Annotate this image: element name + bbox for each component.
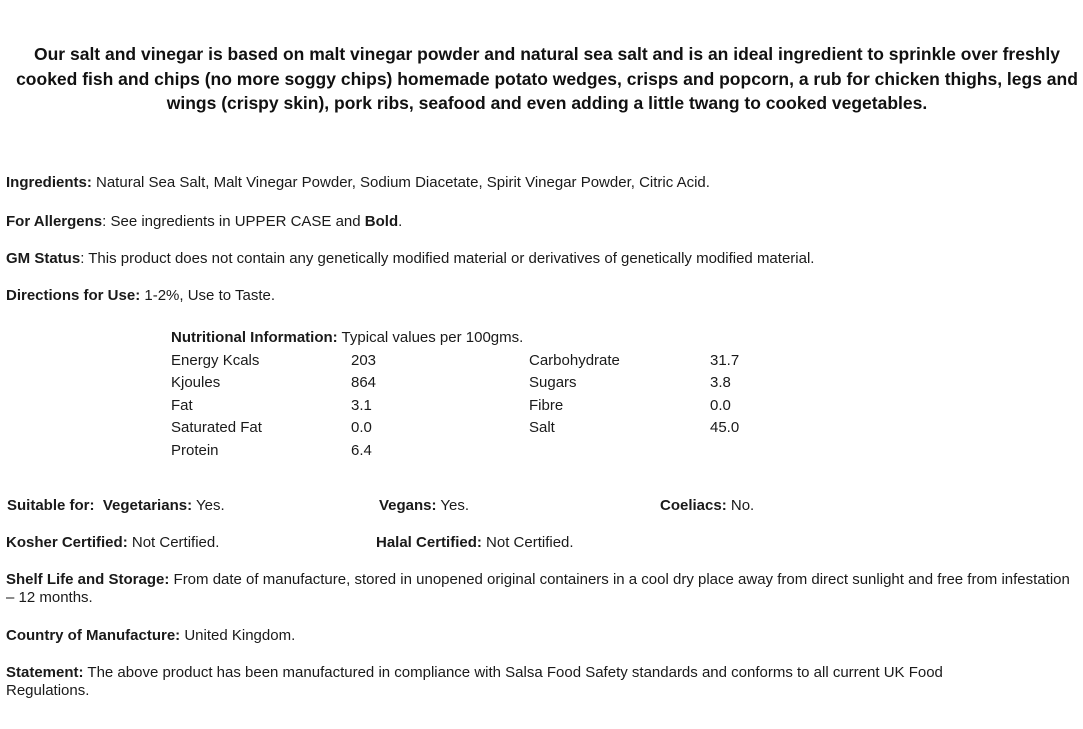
directions-label: Directions for Use:	[6, 287, 141, 304]
nutrient-value: 3.1	[351, 396, 372, 414]
statement-line	[6, 664, 1016, 700]
coeliacs-line	[660, 497, 754, 515]
nutrition-row	[171, 372, 731, 395]
nutrient-name: Carbohydrate	[529, 351, 620, 369]
vegetarians-value: Yes.	[192, 497, 225, 514]
vegans-label: Vegans:	[379, 497, 437, 514]
nutrition-row	[171, 440, 523, 463]
vegans-line	[379, 497, 469, 515]
country-line	[6, 627, 295, 645]
directions-value: 1-2%, Use to Taste.	[140, 287, 275, 304]
kosher-label: Kosher Certified:	[6, 534, 128, 551]
shelf-life-line	[6, 571, 1074, 607]
nutrient-value: 3.8	[710, 374, 731, 391]
nutrient-value: 0.0	[351, 419, 372, 436]
shelf-life-value: From date of manufacture, stored in unopened original containers in a cool dry place away from direct sunlight and free from infestation – 12 months.	[6, 571, 1070, 606]
country-label: Country of Manufacture:	[6, 627, 181, 644]
halal-line	[376, 534, 574, 552]
nutrition-label: Nutritional Information:	[171, 329, 338, 346]
nutrition-row	[171, 395, 731, 418]
nutrient-value: 31.7	[710, 351, 740, 369]
nutrition-header	[171, 327, 523, 350]
kosher-value: Not Certified.	[127, 534, 220, 551]
shelf-life-label: Shelf Life and Storage:	[6, 571, 170, 588]
product-description: Our salt and vinegar is based on malt vinegar powder and natural sea salt and is an ideal ingredient to sprinkle over freshly cooked fish and chips (no more soggy chips) homemade potato wedges, crisps and popcorn, a rub for chicken thighs, legs and wings (crispy skin), pork ribs, seafood and even adding a little twang to cooked vegetables.	[16, 44, 1078, 113]
suitable-for-line	[7, 497, 225, 515]
ingredients-label: Ingredients:	[6, 174, 92, 191]
nutrient-name: Fat	[171, 396, 193, 414]
kosher-line	[6, 534, 219, 552]
nutrient-value: 0.0	[710, 396, 731, 414]
allergens-label: For Allergens	[6, 213, 103, 230]
coeliacs-value: No.	[726, 497, 755, 514]
nutrient-value: 45.0	[710, 419, 740, 436]
ingredients-value: Natural Sea Salt, Malt Vinegar Powder, Sodium Diacetate, Spirit Vinegar Powder, Citric Acid.	[91, 174, 710, 191]
nutrient-value: 864	[351, 374, 377, 391]
gm-status-label: GM Status	[6, 250, 81, 267]
vegetarians-label: Vegetarians:	[102, 497, 193, 514]
nutrition-note: Typical values per 100gms.	[337, 329, 524, 346]
allergens-value: : See ingredients in UPPER CASE and	[102, 213, 365, 230]
halal-label: Halal Certified:	[376, 534, 482, 551]
allergens-end: .	[398, 213, 403, 230]
nutrient-name: Saturated Fat	[171, 419, 262, 436]
allergens-bold-word: Bold	[364, 213, 399, 230]
coeliacs-label: Coeliacs:	[660, 497, 727, 514]
nutrient-name: Sugars	[529, 374, 577, 391]
allergens-line	[6, 213, 402, 231]
nutrient-name: Protein	[171, 441, 219, 459]
halal-value: Not Certified.	[481, 534, 574, 551]
suitable-for-label: Suitable for:	[7, 497, 95, 514]
country-value: United Kingdom.	[180, 627, 296, 644]
nutrition-row	[171, 350, 740, 373]
nutrient-value: 203	[351, 351, 377, 369]
nutrient-name: Kjoules	[171, 374, 221, 391]
statement-value: The above product has been manufactured in compliance with Salsa Food Safety standards and conforms to all current UK Food Regulations.	[6, 664, 943, 699]
ingredients-line	[6, 174, 710, 192]
gm-status-line	[6, 250, 814, 268]
nutrition-table	[171, 327, 740, 462]
nutrient-name: Energy Kcals	[171, 351, 260, 369]
nutrient-name: Fibre	[529, 396, 564, 414]
statement-label: Statement:	[6, 664, 84, 681]
gm-status-value: : This product does not contain any genetically modified material or derivatives of genetically modified material.	[80, 250, 815, 267]
nutrient-value: 6.4	[351, 441, 372, 459]
vegans-value: Yes.	[436, 497, 470, 514]
directions-line	[6, 287, 275, 305]
nutrient-name: Salt	[529, 419, 555, 436]
nutrition-row	[171, 417, 740, 440]
